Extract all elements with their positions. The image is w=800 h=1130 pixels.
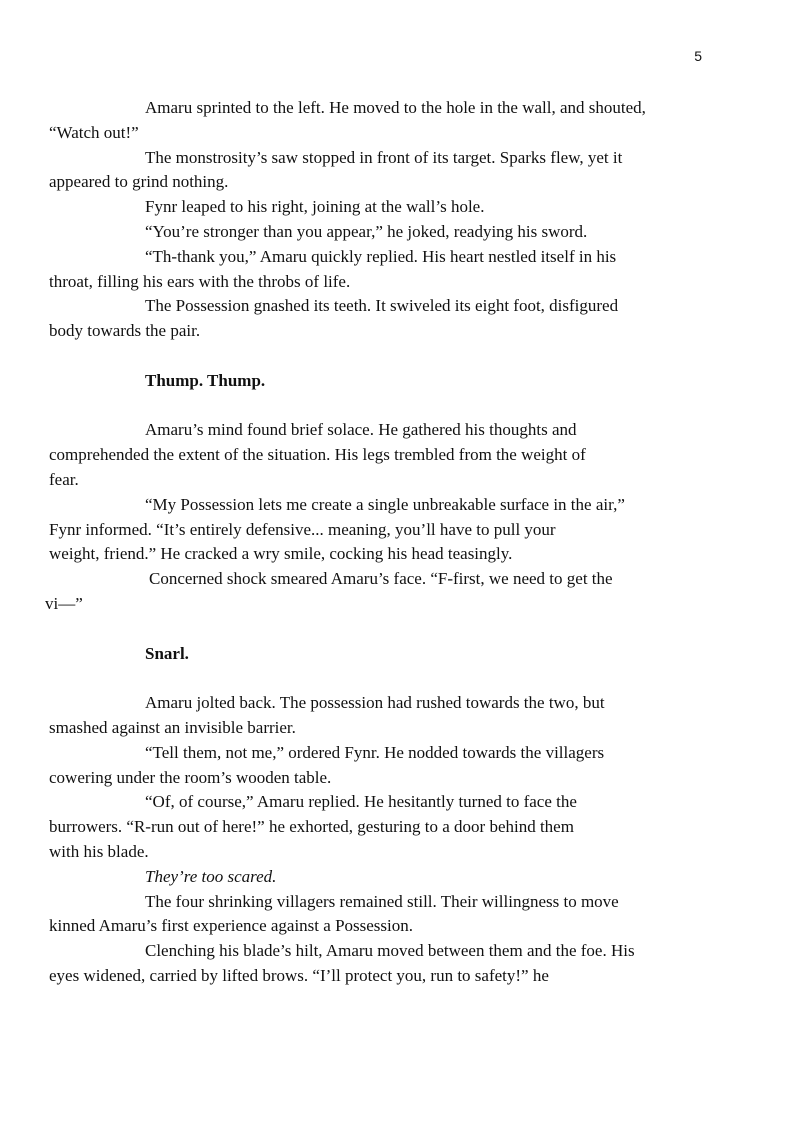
text-line: cowering under the room’s wooden table. [49,767,332,787]
paragraph-italic-thought [97,865,703,890]
paragraph [49,146,703,196]
paragraph [49,418,703,492]
text-line: “Watch out!” [49,122,139,142]
text-line: Concerned shock smeared Amaru’s face. “F-first, we need to get the [149,569,613,589]
text-line: The Possession gnashed its teeth. It swiveled its eight foot, disfigured [145,296,619,316]
paragraph [97,195,703,220]
text-line: appeared to grind nothing. [49,172,229,192]
text-line: Fynr informed. “It’s entirely defensive... meaning, you’ll have to pull your [49,519,556,539]
text-line: vi—” [45,593,83,613]
text-line: They’re too scared. [145,866,277,886]
paragraph [45,567,703,617]
paragraph [49,493,703,567]
sound-effect-heading: Thump. Thump. [145,370,266,390]
paragraph [49,741,703,791]
text-line: throat, filling his ears with the throbs of life. [49,271,351,291]
text-line: fear. [49,469,79,489]
paragraph [49,245,703,295]
text-line: “You’re stronger than you appear,” he joked, readying his sword. [145,221,588,241]
text-line: Amaru jolted back. The possession had rushed towards the two, but [145,693,605,713]
paragraph [49,790,703,864]
manuscript-body [45,96,703,989]
page-number: 5 [694,48,702,64]
text-line: weight, friend.” He cracked a wry smile, cocking his head teasingly. [49,544,513,564]
text-line: comprehended the extent of the situation. His legs trembled from the weight of [49,445,586,465]
text-line: body towards the pair. [49,321,201,341]
text-line: “Tell them, not me,” ordered Fynr. He nodded towards the villagers [145,742,605,762]
text-line: Amaru’s mind found brief solace. He gathered his thoughts and [145,420,577,440]
text-line: “Of, of course,” Amaru replied. He hesitantly turned to face the [145,792,577,812]
sound-effect-heading: Snarl. [145,643,189,663]
text-line: eyes widened, carried by lifted brows. “I’ll protect you, run to safety!” he [49,965,549,985]
text-line: Amaru sprinted to the left. He moved to the hole in the wall, and shouted, [145,98,646,117]
paragraph [49,691,703,741]
text-line: The monstrosity’s saw stopped in front of its target. Sparks flew, yet it [145,147,623,167]
paragraph [97,220,703,245]
paragraph [49,294,703,344]
text-line: Clenching his blade’s hilt, Amaru moved between them and the foe. His [145,941,635,961]
text-line: “Th-thank you,” Amaru quickly replied. His heart nestled itself in his [145,246,617,266]
paragraph [49,939,703,989]
text-line: “My Possession lets me create a single unbreakable surface in the air,” [145,494,625,514]
text-line: kinned Amaru’s first experience against a Possession. [49,916,414,936]
text-line: The four shrinking villagers remained still. Their willingness to move [145,891,619,911]
paragraph [49,96,703,146]
text-line: with his blade. [49,841,149,861]
text-line: burrowers. “R-run out of here!” he exhorted, gesturing to a door behind them [49,817,574,837]
paragraph [49,890,703,940]
text-line: smashed against an invisible barrier. [49,717,296,737]
text-line: Fynr leaped to his right, joining at the wall’s hole. [145,197,485,217]
